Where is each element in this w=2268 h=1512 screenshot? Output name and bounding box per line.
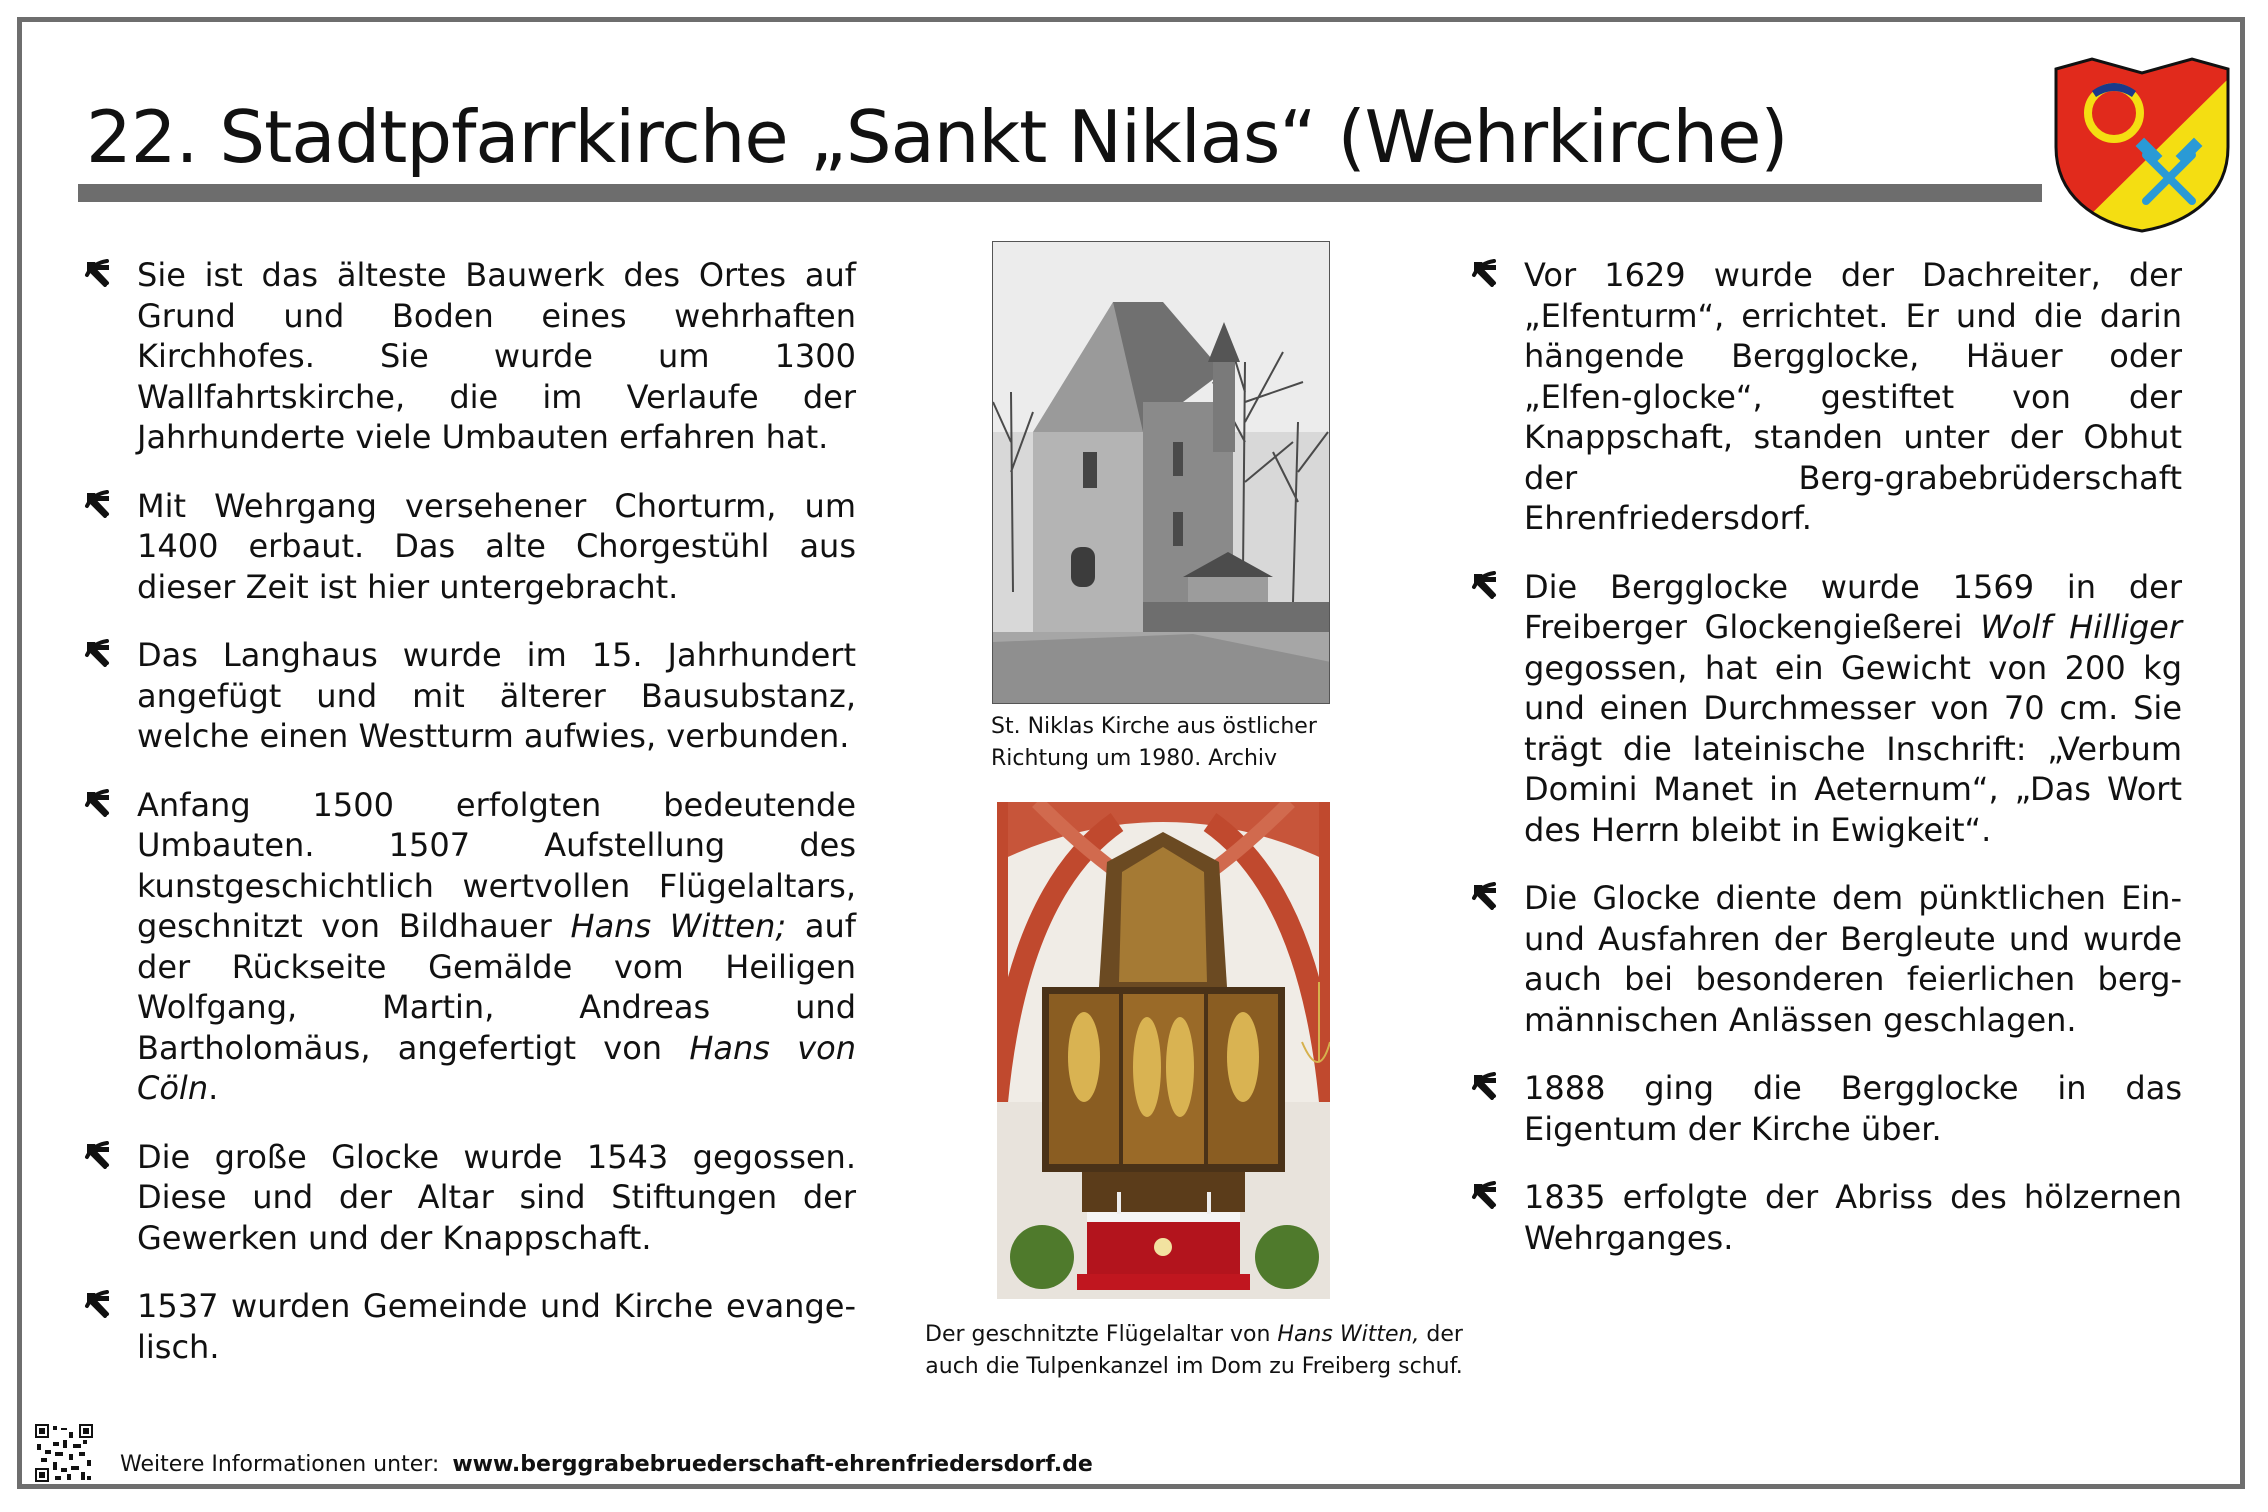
hammer-and-pick-icon	[83, 490, 111, 518]
hammer-and-pick-icon	[1470, 1072, 1498, 1100]
list-item-text: Die Glocke diente dem pünktlichen Ein- und Ausfahren der Bergleute und wurde auch bei besonderen feierlichen berg-männischen Anlässen geschlagen.	[1524, 879, 2182, 1039]
list-item-text: Mit Wehrgang versehener Chorturm, um 1400 erbaut. Das alte Chorgestühl aus dieser Zeit ist hier untergebracht.	[137, 486, 856, 606]
hammer-and-pick-icon	[83, 789, 111, 817]
list-item-text: 1537 wurden Gemeinde und Kirche evange-lisch.	[137, 1287, 856, 1366]
hammer-and-pick-icon	[83, 1290, 111, 1318]
hammer-and-pick-icon	[1470, 882, 1498, 910]
list-item	[83, 1137, 856, 1259]
list-item-text: 1835 erfolgte der Abriss des hölzernen Wehrganges.	[1524, 1178, 2182, 1257]
footer	[120, 1450, 1093, 1480]
footer-link[interactable]: www.berggrabebruederschaft-ehrenfriedersdorf.de	[452, 1452, 1093, 1477]
hammer-and-pick-icon	[83, 639, 111, 667]
list-item	[1470, 1177, 2182, 1258]
left-column	[83, 255, 856, 1395]
hammer-and-pick-icon	[1470, 259, 1498, 287]
hammer-and-pick-icon	[83, 259, 111, 287]
right-column	[1470, 255, 2182, 1286]
list-item-text: Vor 1629 wurde der Dachreiter, der „Elfenturm“, errichtet. Er und die darin hängende Bergglocke, Häuer oder „Elfen-glocke“, gestiftet von der Knappschaft, standen unter der Obhut der Berg-grabebrüderschaft Ehrenfriedersdorf.	[1524, 256, 2182, 537]
list-item	[83, 1286, 856, 1367]
list-item	[83, 255, 856, 458]
photo1-caption: St. Niklas Kirche aus östlicher Richtung um 1980. Archiv	[991, 714, 1317, 771]
list-item	[1470, 878, 2182, 1040]
church-photo	[992, 241, 1330, 704]
hammer-and-pick-icon	[1470, 1181, 1498, 1209]
hammer-and-pick-icon	[1470, 571, 1498, 599]
list-item-text: Sie ist das älteste Bauwerk des Ortes auf Grund und Boden eines wehrhaften Kirchhofes. Sie wurde um 1300 Wallfahrtskirche, die im Verlaufe der Jahrhunderte viele Umbauten erfahren hat.	[137, 256, 856, 456]
altar-photo	[997, 802, 1330, 1299]
footer-label: Weitere Informationen unter:	[120, 1452, 440, 1477]
hammer-and-pick-icon	[83, 1141, 111, 1169]
list-item	[1470, 255, 2182, 539]
page-title: 22. Stadtpfarrkirche „Sankt Niklas“ (Wehrkirche)	[86, 95, 1788, 179]
list-item	[1470, 567, 2182, 851]
qr-code-icon[interactable]	[35, 1424, 93, 1482]
list-item-text: Die Bergglocke wurde 1569 in der Freiberger Glockengießerei Wolf Hilliger gegossen, hat ein Gewicht von 200 kg und einen Durchmesser von 70 cm. Sie trägt die lateinische Inschrift: „Verbum Domini Manet in Aeternum“, „Das Wort des Herrn bleibt in Ewigkeit“.	[1524, 567, 2183, 849]
list-item	[83, 486, 856, 608]
list-item-text: Anfang 1500 erfolgten bedeutende Umbauten. 1507 Aufstellung des kunstgeschichtlich wertvollen Flügelaltars, geschnitzt von Bildhauer Hans Witten; auf der Rückseite Gemälde vom Heiligen Wolfgang, Martin, Andreas und Bartholomäus, angefertigt von Hans von Cöln.	[137, 785, 857, 1107]
list-item-text: Die große Glocke wurde 1543 gegossen. Diese und der Altar sind Stiftungen der Gewerken und der Knappschaft.	[137, 1137, 856, 1257]
list-item-text: 1888 ging die Bergglocke in das Eigentum der Kirche über.	[1524, 1069, 2182, 1148]
list-item	[83, 785, 856, 1109]
list-item	[83, 635, 856, 757]
coat-of-arms-icon	[2052, 55, 2232, 233]
title-underline	[78, 184, 2042, 202]
list-item-text: Das Langhaus wurde im 15. Jahrhundert angefügt und mit älterer Bausubstanz, welche einen Westturm aufwies, verbunden.	[137, 636, 856, 755]
list-item	[1470, 1068, 2182, 1149]
photo2-caption: Der geschnitzte Flügelaltar von Hans Witten, der auch die Tulpenkanzel im Dom zu Freiberg schuf.	[925, 1322, 1463, 1379]
